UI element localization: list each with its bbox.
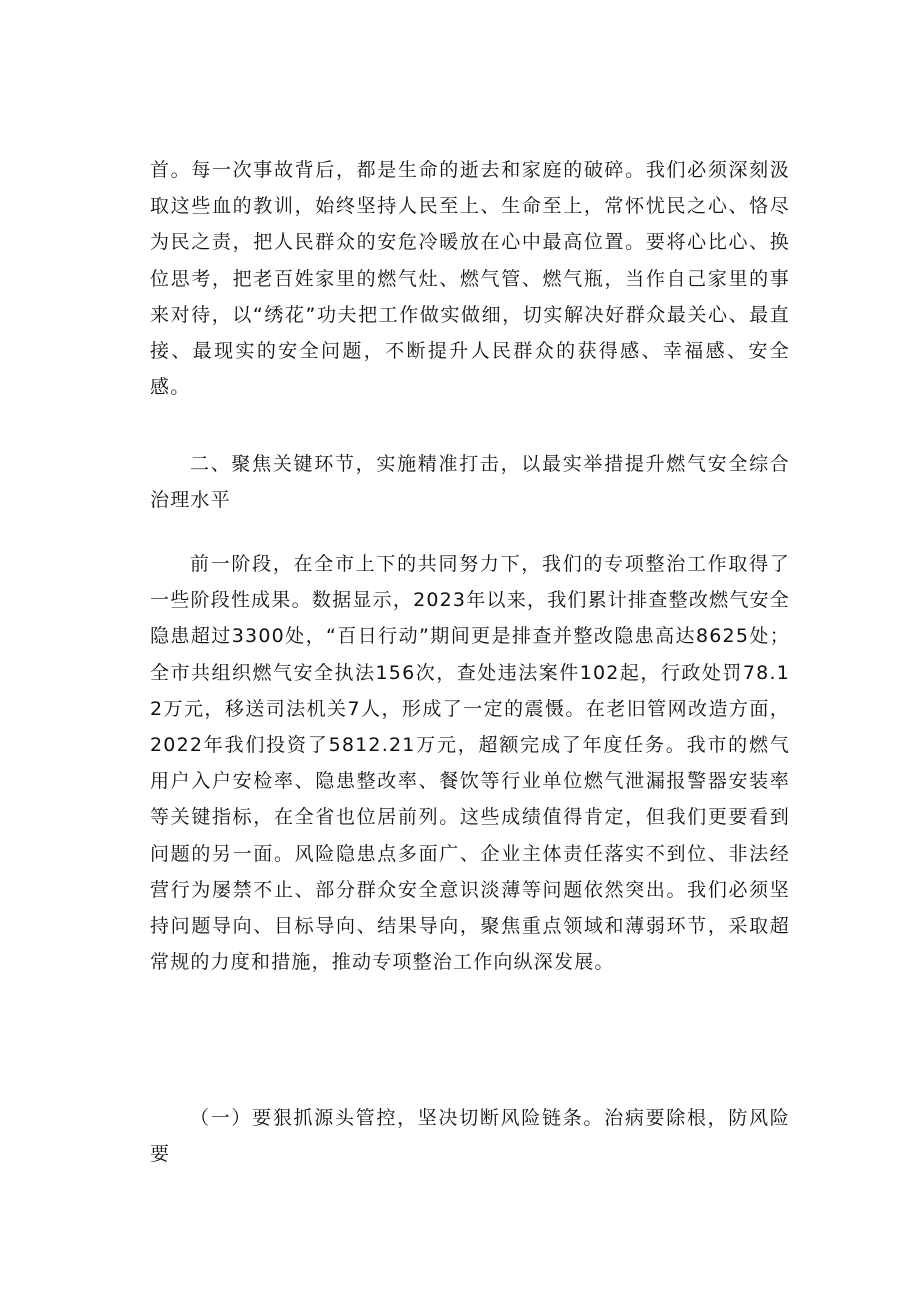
section-heading: 二、聚焦关键环节，实施精准打击，以最实举措提升燃气安全综合治理水平: [150, 453, 790, 512]
subsection-heading: （一）要狠抓源头管控，坚决切断风险链条。治病要除根，防风险要: [150, 1107, 790, 1166]
paragraph-continuation: 首。每一次事故背后，都是生命的逝去和家庭的破碎。我们必须深刻汲取这些血的教训，始终坚持人民至上、生命至上，常怀忧民之心、恪尽为民之责，把人民群众的安危冷暖放在心中最高位置。要将心比心、换位思考，把老百姓家里的燃气灶、燃气管、燃气瓶，当作自己家里的事来对待，以“绣花”功夫把工作做实做细，切实解决好群众最关心、最直接、最现实的安全问题，不断提升人民群众的获得感、幸福感、安全感。: [150, 159, 790, 399]
paragraph-body: 前一阶段，在全市上下的共同努力下，我们的专项整治工作取得了一些阶段性成果。数据显示，2023年以来，我们累计排查整改燃气安全隐患超过3300处，“百日行动”期间更是排查并整改隐患高达8625处；全市共组织燃气安全执法156次，查处违法案件102起，行政处罚78.12万元，移送司法机关7人，形成了一定的震慑。在老旧管网改造方面，2022年我们投资了5812.21万元，超额完成了年度任务。我市的燃气用户入户安检率、隐患整改率、餐饮等行业单位燃气泄漏报警器安装率等关键指标，在全省也位居前列。这些成绩值得肯定，但我们更要看到问题的另一面。风险隐患点多面广、企业主体责任落实不到位、非法经营行为屡禁不止、部分群众安全意识淡薄等问题依然突出。我们必须坚持问题导向、目标导向、结果导向，聚焦重点领域和薄弱环节，采取超常规的力度和措施，推动专项整治工作向纵深发展。: [150, 553, 790, 974]
